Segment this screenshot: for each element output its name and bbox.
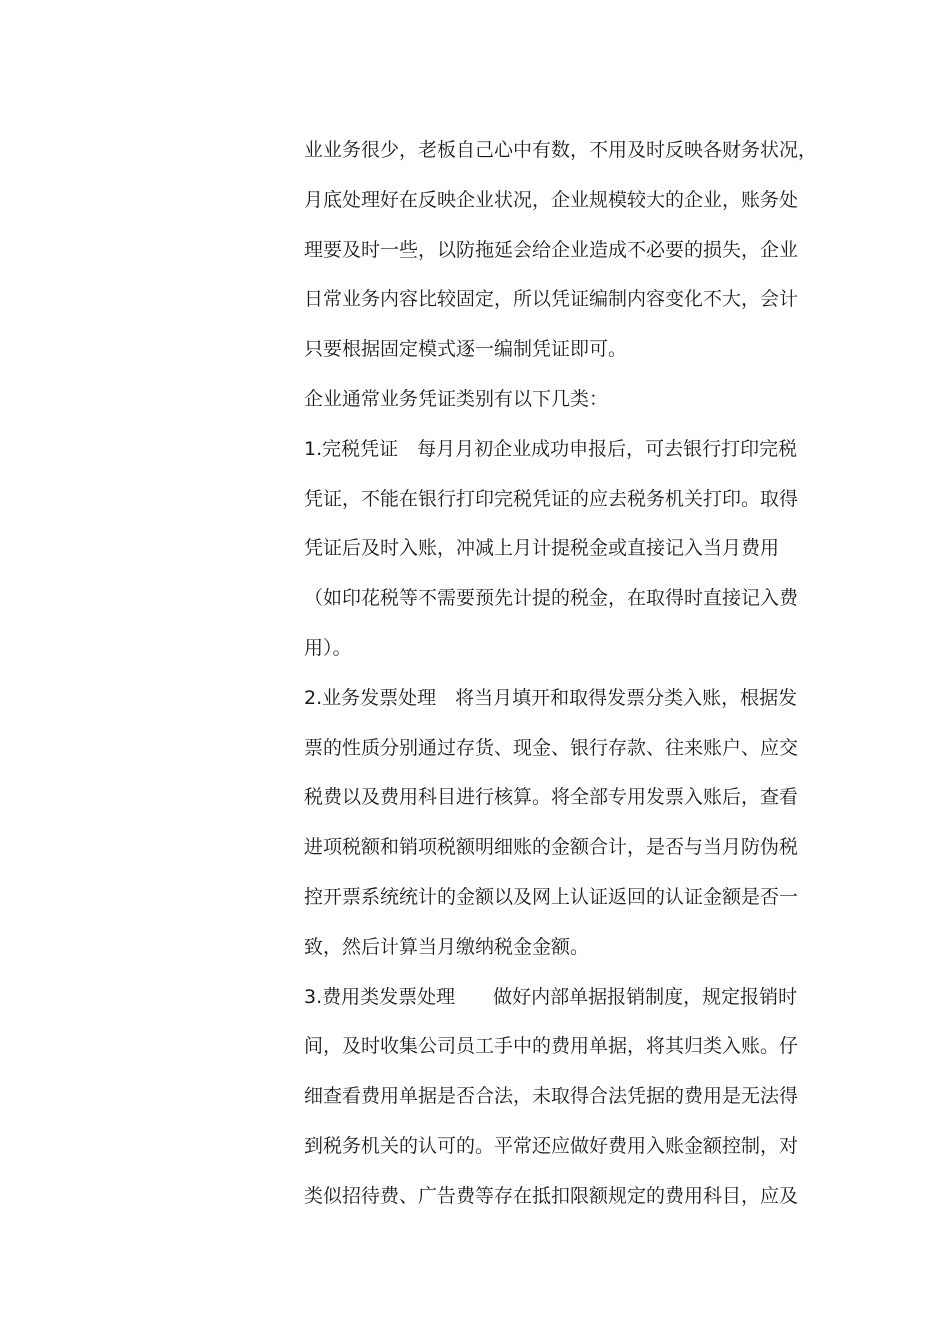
text-line: 类似招待费、广告费等存在抵扣限额规定的费用科目，应及 <box>304 1184 799 1207</box>
text-line: 税费以及费用科目进行核算。将全部专用发票入账后，查看 <box>304 786 799 809</box>
paragraph-5 <box>304 975 814 1224</box>
paragraph-2 <box>304 377 814 427</box>
text-line: 进项税额和销项税额明细账的金额合计，是否与当月防伪税 <box>304 836 799 859</box>
text-line: 控开票系统统计的金额以及网上认证返回的认证金额是否一 <box>304 885 799 908</box>
text-line: 3.费用类发票处理 做好内部单据报销制度，规定报销时 <box>304 985 798 1008</box>
text-line: 票的性质分别通过存货、现金、银行存款、往来账户、应交 <box>304 736 799 759</box>
text-line: 凭证，不能在银行打印完税凭证的应去税务机关打印。取得 <box>304 487 799 510</box>
text-line: 只要根据固定模式逐一编制凭证即可。 <box>304 338 628 361</box>
text-line: 企业通常业务凭证类别有以下几类： <box>304 387 609 410</box>
text-line: 致，然后计算当月缴纳税金金额。 <box>304 935 590 958</box>
text-line: （如印花税等不需要预先计提的税金，在取得时直接记入费 <box>304 587 799 610</box>
text-line: 月底处理好在反映企业状况，企业规模较大的企业，账务处 <box>304 188 799 211</box>
text-line: 细查看费用单据是否合法，未取得合法凭据的费用是无法得 <box>304 1085 799 1108</box>
text-line: 到税务机关的认可的。平常还应做好费用入账金额控制，对 <box>304 1134 799 1157</box>
paragraph-1 <box>304 128 818 377</box>
text-line: 2.业务发票处理 将当月填开和取得发票分类入账，根据发 <box>304 686 798 709</box>
paragraph-3 <box>304 427 814 676</box>
text-line: 业业务很少，老板自己心中有数，不用及时反映各财务状况， <box>304 139 818 161</box>
text-line: 凭证后及时入账，冲减上月计提税金或直接记入当月费用 <box>304 537 780 560</box>
text-line: 间，及时收集公司员工手中的费用单据，将其归类入账。仔 <box>304 1035 799 1058</box>
document-body <box>304 128 818 1224</box>
text-line: 理要及时一些，以防拖延会给企业造成不必要的损失，企业 <box>304 238 799 261</box>
text-line: 1.完税凭证 每月月初企业成功申报后，可去银行打印完税 <box>304 437 798 460</box>
text-line: 日常业务内容比较固定，所以凭证编制内容变化不大，会计 <box>304 288 799 311</box>
text-line: 用）。 <box>304 636 352 659</box>
paragraph-4 <box>304 676 814 975</box>
